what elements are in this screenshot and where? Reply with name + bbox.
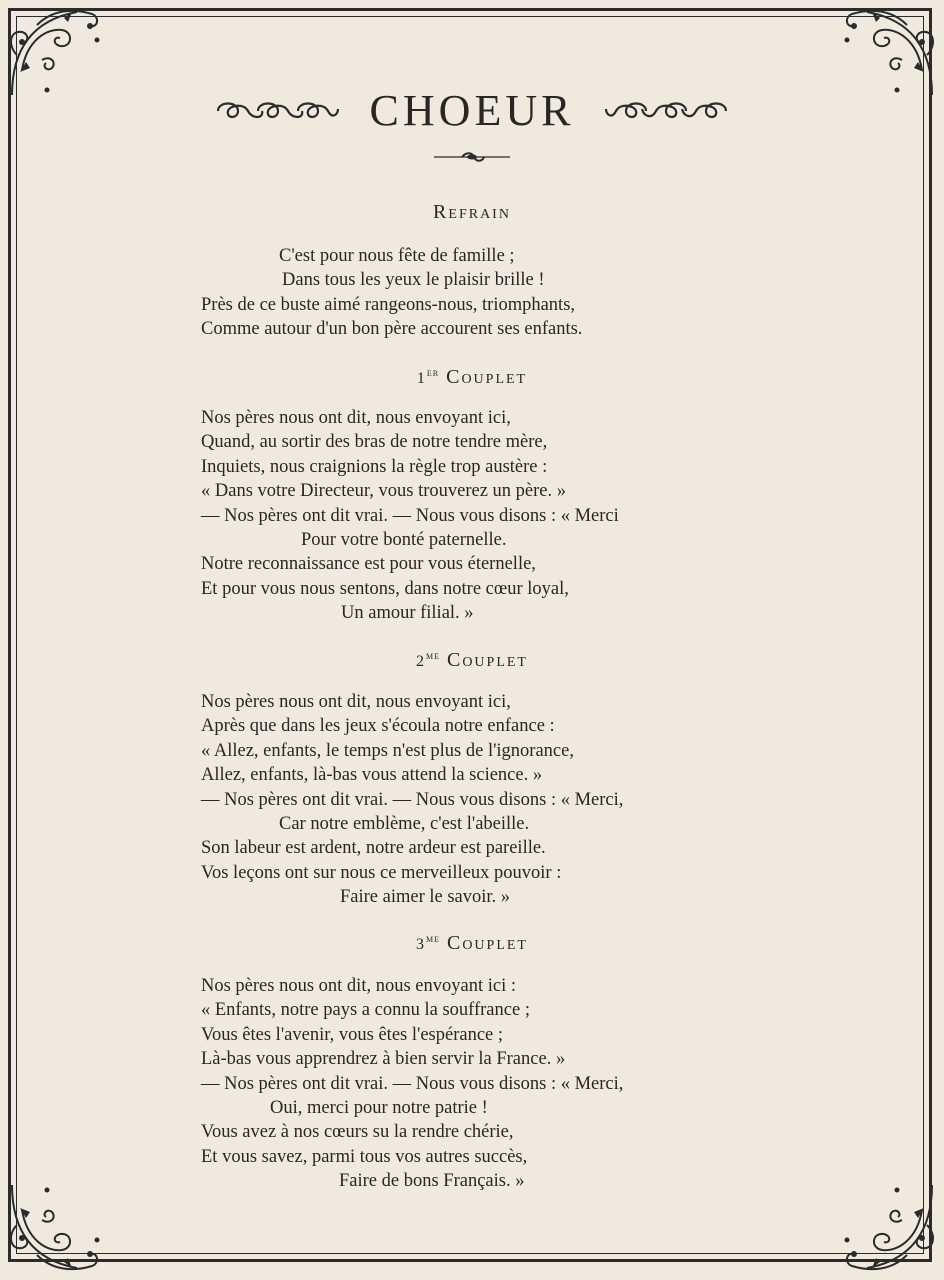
- verse-line: Nos pères nous ont dit, nous envoyant ici,: [201, 408, 511, 428]
- verse-line: — Nos pères ont dit vrai. — Nous vous disons : « Merci,: [201, 789, 624, 810]
- title-row: [0, 82, 944, 138]
- couplet-2-heading: [0, 649, 944, 672]
- couplet-number: 2: [415, 653, 426, 670]
- verse-line: « Dans votre Directeur, vous trouverez un père. »: [201, 481, 567, 502]
- couplet-heading-text: Couplet: [446, 366, 528, 388]
- verse-line: Quand, au sortir des bras de notre tendre mère,: [201, 432, 548, 453]
- couplet-1-verse: [201, 406, 801, 626]
- couplet-number: 3: [415, 936, 426, 953]
- verse-line: Dans tous les yeux le plaisir brille !: [282, 270, 545, 291]
- verse-line: Inquiets, nous craignions la règle trop austère :: [201, 456, 548, 477]
- title-divider-icon: [432, 150, 512, 164]
- verse-line: Faire de bons Français. »: [339, 1171, 525, 1192]
- couplet-ordinal: ME: [425, 935, 440, 944]
- corner-ornament-icon: [2, 1170, 112, 1280]
- verse-line: Nos pères nous ont dit, nous envoyant ici,: [201, 692, 511, 712]
- verse-line: — Nos pères ont dit vrai. — Nous vous disons : « Merci: [201, 505, 619, 526]
- verse-line: « Enfants, notre pays a connu la souffrance ;: [201, 1000, 530, 1021]
- couplet-1-heading: [0, 366, 944, 389]
- verse-line: Comme autour d'un bon père accourent ses enfants.: [201, 319, 583, 340]
- verse-line: Allez, enfants, là-bas vous attend la science. »: [201, 765, 543, 786]
- verse-line: Car notre emblème, c'est l'abeille.: [279, 813, 530, 834]
- couplet-ordinal: ER: [426, 369, 440, 378]
- verse-line: Vous avez à nos cœurs su la rendre chérie,: [201, 1122, 514, 1143]
- couplet-3-verse: [201, 974, 801, 1194]
- verse-line: Nos pères nous ont dit, nous envoyant ici :: [201, 976, 516, 996]
- refrain-verse: [201, 244, 801, 342]
- refrain-heading-text: Refrain: [433, 201, 511, 223]
- verse-line: Vos leçons ont sur nous ce merveilleux pouvoir :: [201, 862, 562, 883]
- left-flourish-icon: [214, 97, 342, 123]
- couplet-number: 1: [416, 370, 427, 387]
- verse-line: Un amour filial. »: [341, 603, 474, 624]
- verse-line: Et pour vous nous sentons, dans notre cœur loyal,: [201, 578, 569, 599]
- couplet-3-heading: [0, 932, 944, 955]
- verse-line: Vous êtes l'avenir, vous êtes l'espérance ;: [201, 1024, 504, 1045]
- verse-line: Et vous savez, parmi tous vos autres succès,: [201, 1146, 528, 1167]
- couplet-heading-text: Couplet: [446, 649, 528, 671]
- verse-line: C'est pour nous fête de famille ;: [279, 246, 515, 266]
- verse-line: Après que dans les jeux s'écoula notre enfance :: [201, 716, 555, 737]
- right-flourish-icon: [602, 97, 730, 123]
- couplet-ordinal: ME: [425, 652, 440, 661]
- couplet-2-verse: [201, 690, 801, 910]
- refrain-heading: [0, 201, 944, 224]
- verse-line: Là-bas vous apprendrez à bien servir la France. »: [201, 1049, 566, 1070]
- verse-line: Son labeur est ardent, notre ardeur est pareille.: [201, 838, 546, 859]
- verse-line: — Nos pères ont dit vrai. — Nous vous disons : « Merci,: [201, 1073, 624, 1094]
- verse-line: Faire aimer le savoir. »: [340, 887, 511, 908]
- verse-line: Notre reconnaissance est pour vous éternelle,: [201, 554, 536, 575]
- verse-line: Pour votre bonté paternelle.: [301, 529, 507, 550]
- verse-line: Oui, merci pour notre patrie !: [270, 1097, 488, 1118]
- page-title: CHOEUR: [369, 85, 575, 135]
- verse-line: Près de ce buste aimé rangeons-nous, triomphants,: [201, 294, 576, 315]
- verse-line: « Allez, enfants, le temps n'est plus de l'ignorance,: [201, 740, 574, 761]
- couplet-heading-text: Couplet: [446, 932, 528, 954]
- corner-ornament-icon: [832, 1170, 942, 1280]
